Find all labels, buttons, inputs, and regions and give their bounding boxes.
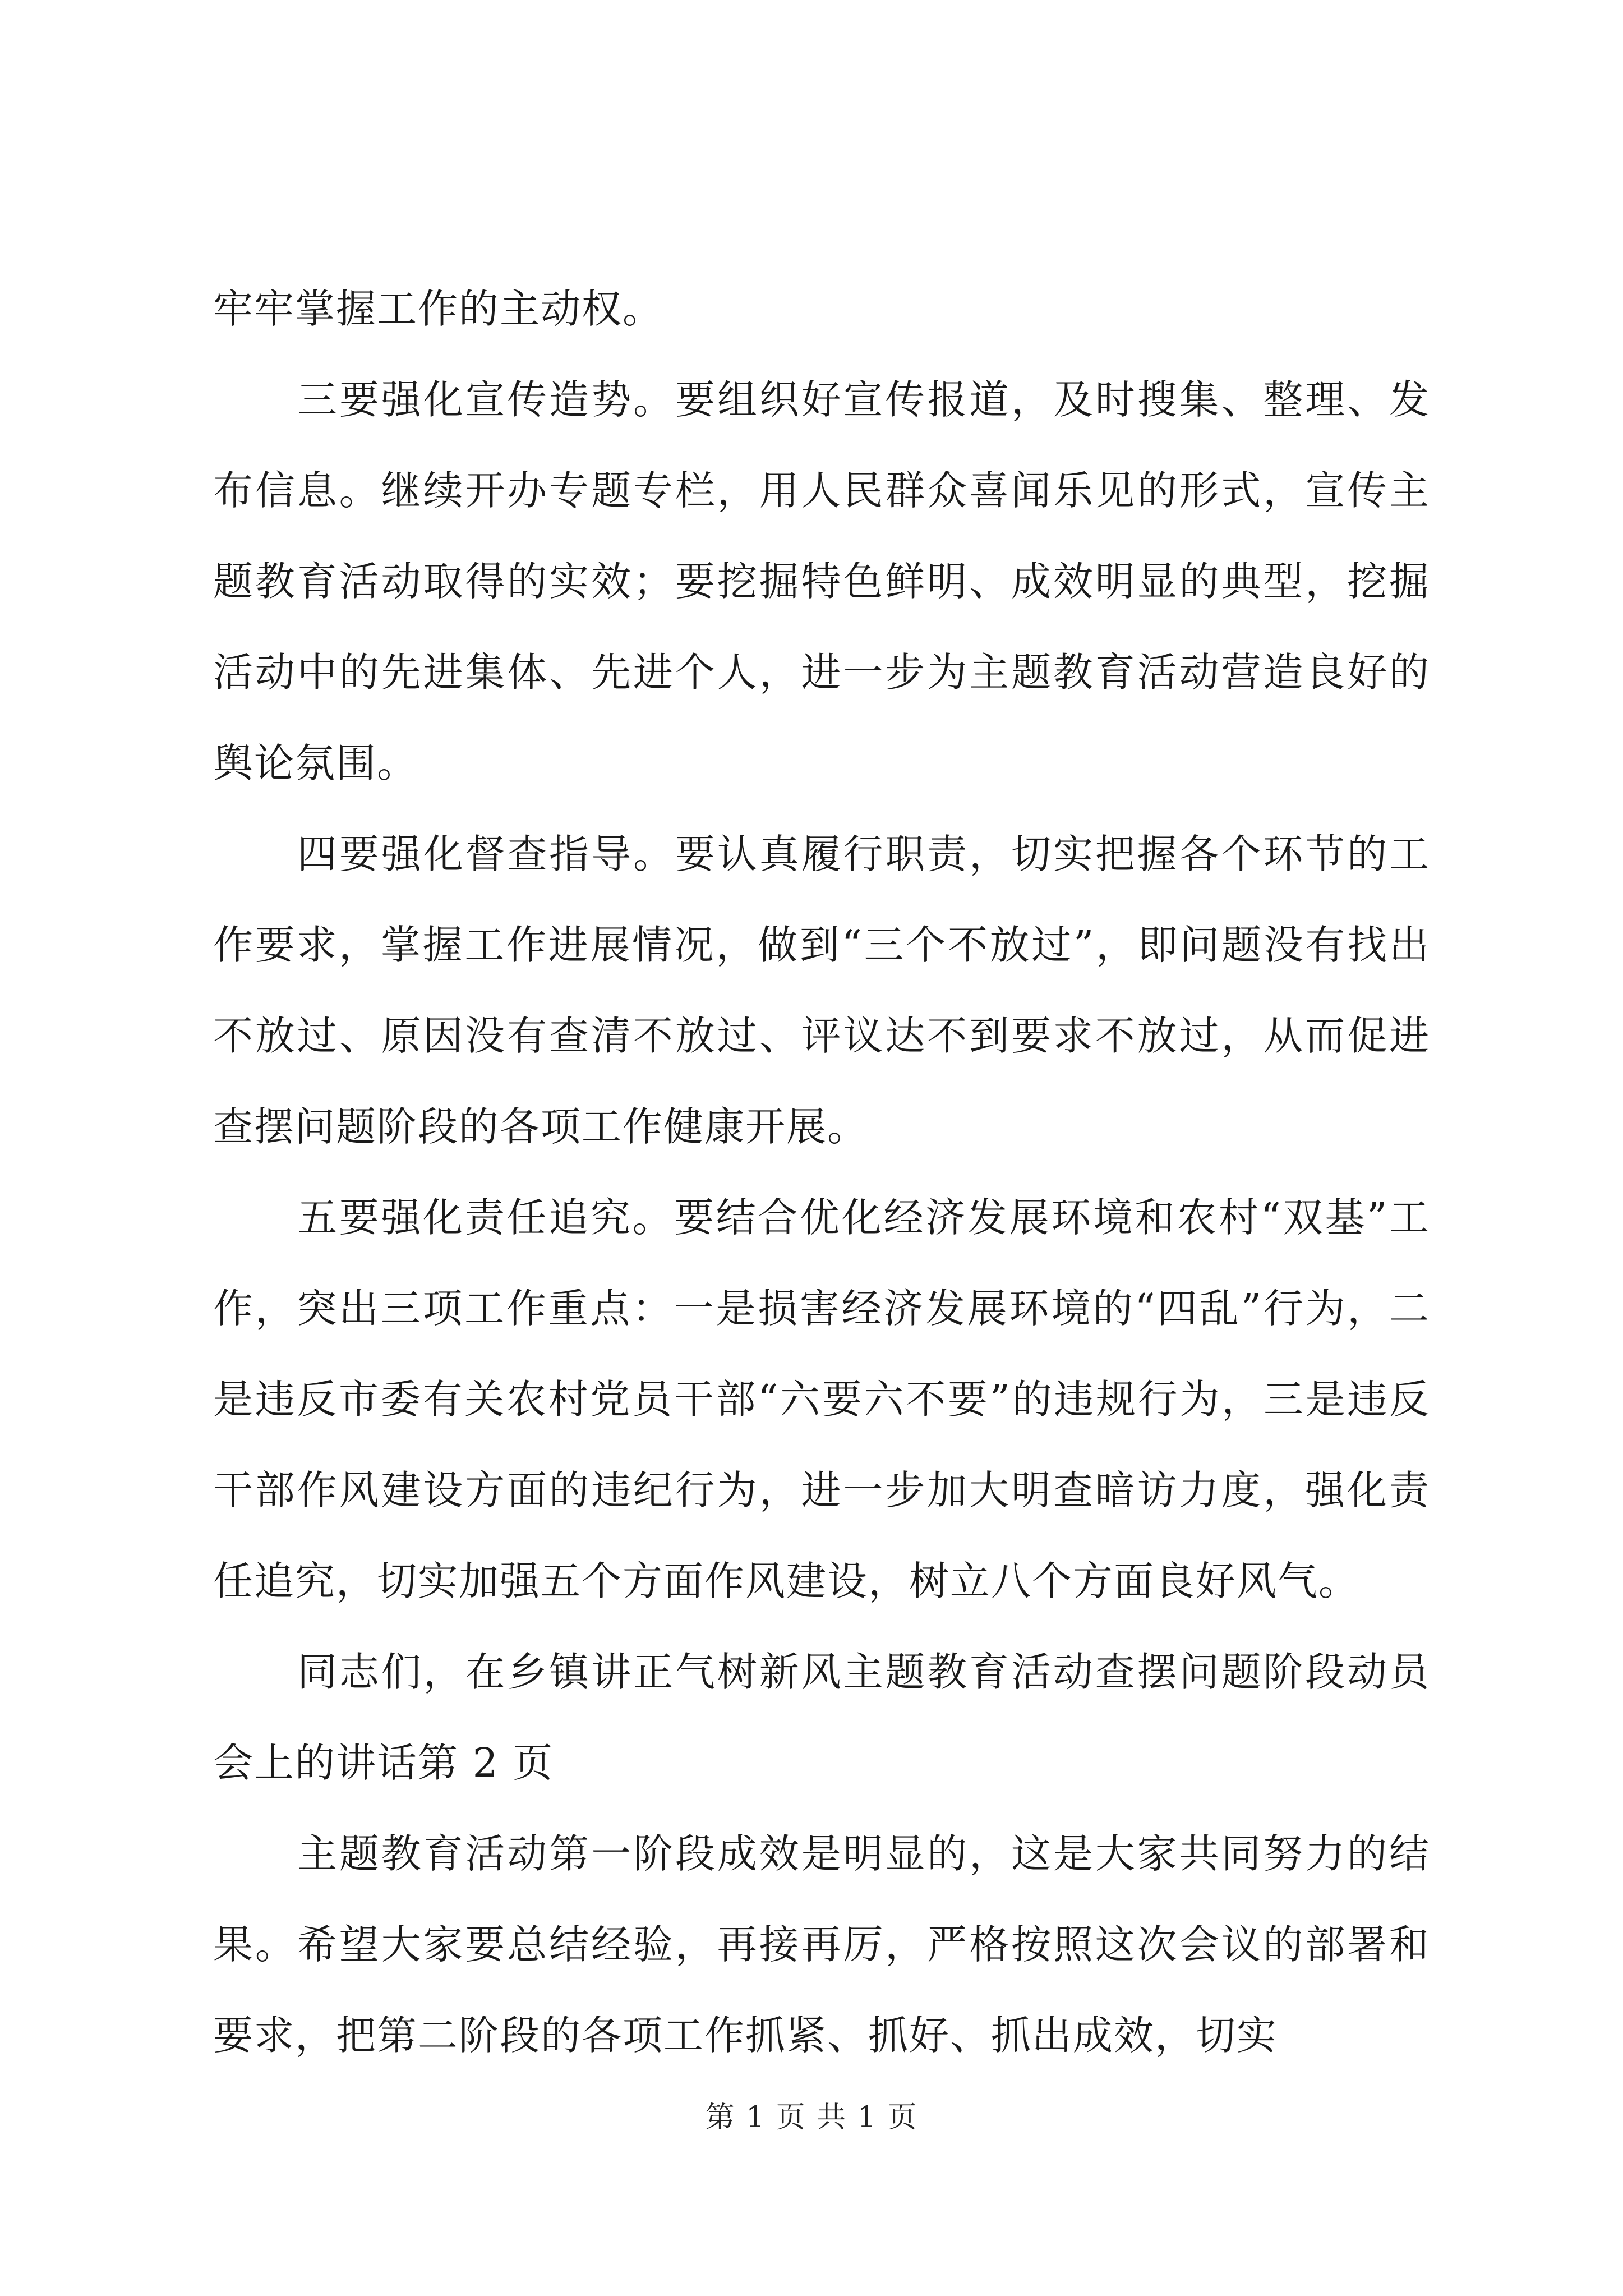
- document-body: [213, 264, 1430, 2081]
- paragraph-supervision: 四要强化督查指导。要认真履行职责，切实把握各个环节的工作要求，掌握工作进展情况，做到“三个不放过”，即问题没有找出不放过、原因没有查清不放过、评议达不到要求不放过，从而促进查摆问题阶段的各项工作健康开展。: [213, 831, 1430, 1150]
- paragraph-continuation: 牢牢掌握工作的主动权。: [213, 286, 664, 332]
- page-footer: 第 1 页 共 1 页: [705, 2101, 918, 2134]
- paragraph-address: 同志们，在乡镇讲正气树新风主题教育活动查摆问题阶段动员会上的讲话第 2 页: [213, 1649, 1430, 1786]
- paragraph-publicity: 三要强化宣传造势。要组织好宣传报道，及时搜集、整理、发布信息。继续开办专题专栏，用人民群众喜闻乐见的形式，宣传主题教育活动取得的实效；要挖掘特色鲜明、成效明显的典型，挖掘活动中的先进集体、先进个人，进一步为主题教育活动营造良好的舆论氛围。: [213, 376, 1430, 786]
- paragraph-accountability: 五要强化责任追究。要结合优化经济发展环境和农村“双基”工作，突出三项工作重点：一是损害经济发展环境的“四乱”行为，二是违反市委有关农村党员干部“六要六不要”的违规行为，三是违反干部作风建设方面的违纪行为，进一步加大明查暗访力度，强化责任追究，切实加强五个方面作风建设，树立八个方面良好风气。: [213, 1194, 1430, 1604]
- paragraph-conclusion: 主题教育活动第一阶段成效是明显的，这是大家共同努力的结果。希望大家要总结经验，再接再厉，严格按照这次会议的部署和要求，把第二阶段的各项工作抓紧、抓好、抓出成效，切实: [213, 1830, 1430, 2059]
